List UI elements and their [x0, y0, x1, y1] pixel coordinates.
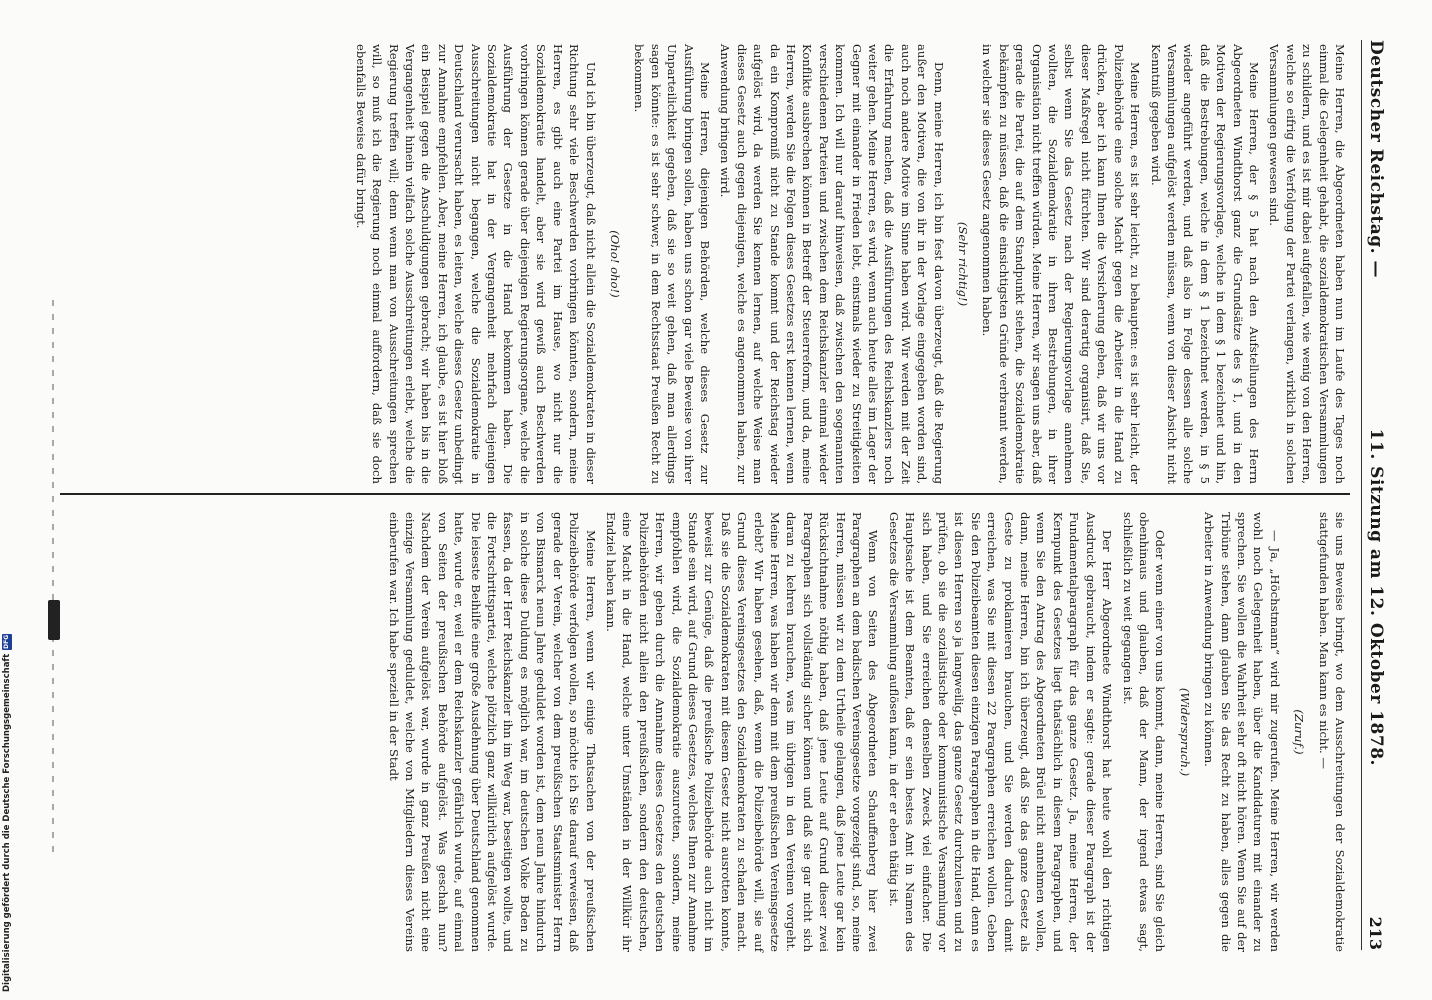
text-column-right	[381, 512, 1348, 952]
body-paragraph: Meine Herren, wenn wir einige Thatsachen von der preußischen Polizeibehörde verfolgen wollen, so möchte ich Sie darauf verweisen, daß gerade der Verein, welcher von dem preußischen Staatsminister Herrn von Bismarck neun Jahre geduldet worden ist, dem neun Jahre hindurch in solche diese Duldung es möglich war, im deutschen Volke Boden zu fassen, da der Herr Reichskanzler ihn im Weg war, beseitigen wollte, und die Fortschrittspartei, welche plötzlich ganz willkürlich aufgelöst wurde. Die leiseste Beihilfe eine große Ausdehnung über Deutschland genommen hatte, wurde er, weil er dem Reichskanzler gefährlich wurde, auf einmal von Seiten der preußischen Behörde aufgelöst. Was geschah nun? Nachdem der Verein aufgelöst war, wurde in ganz Preußen nicht eine einzige Versammlung geduldet, welche von Mitgliedern dieses Vereins einberufen war. Ich habe speziell in der Stadt	[386, 512, 598, 952]
running-head-left: Deutscher Reichstag. —	[1366, 40, 1386, 279]
scan-edge-artifact	[52, 300, 54, 860]
body-paragraph: Meine Herren, es ist sehr leicht, zu behaupten: es ist sehr leicht, der Polizeibehörde eine solche Macht gegen die Arbeiter in die Hand zu drücken, aber ich kann Ihnen die Versicherung geben, daß wir uns vor dieser Maßregel nicht fürchten. Wir sind derartig organisirt, daß Sie, selbst wenn Sie das Gesetz nach der Regierungsvorlage annehmen wollten, die Sozialdemokratie in ihren Bestrebungen, in ihrer Organisation nicht treffen würden. Meine Herren, wir sagen uns aber, daß gerade die Partei, die auf dem Standpunkt stehen, die Sozialdemokratie bekämpfen zu müssen, daß die einsichtigsten Gründe verbrannt werden, in welcher sie dieses Gesetz angenommen haben.	[980, 44, 1143, 484]
body-paragraph: Der Herr Abgeordnete Windthorst hat heute wohl den richtigen Ausdruck gebraucht, indem er sagte: gerade dieser Paragraph ist der Fundamentalparagraph für das ganze Gesetz. Ja, meine Herren, der Kernpunkt des Gesetzes liegt thatsächlich in diesem Paragraphen, und wenn Sie den Antrag des Abgeordneten Brüel nicht annehmen wollen, dann, meine Herren, bin ich überzeugt, daß Sie das ganze Gesetz als Geste zu proklamieren brauchen, und Sie werden dadurch damit erreichen, was Sie mit diesen 22 Paragraphen erreichen wollen. Geben Sie den Polizeibeamten diesen einzigen Paragraphen in die Hand, denn es ist diesen Herren so ja langweilig, das ganze Gesetz durchzulesen und zu prüfen, ob sie die sozialistische oder kommunistische Versammlung vor sich haben, und Sie erreichen denselben Zweck viel einfacher. Die Hauptsache ist dem Beamten, daß er sein bestes Amt in Namen des Gesetzes die Versammlung auflösen kann, in der er eben thätig ist.	[886, 512, 1115, 952]
body-paragraph: Meine Herren, diejenigen Behörden, welche dieses Gesetz zur Ausführung bringen sollen, haben uns schon gar viele Beweise von ihrer Unparteilichkeit gegeben, daß sie so weit gehen, daß man allerdings sagen könnte: es ist sehr schwer, in dem Rechtsstaat Preußen Recht zu bekommen.	[632, 44, 712, 484]
body-paragraph: — Ja, „Höchstmann“ wird mir zugerufen. Meine Herren, wir werden wohl noch Gelegenheit haben, über die Kandidaturen mit einander zu sprechen. Sie wollen die Wahrheit sehr oft nicht hören. Wenn Sie auf der Tribüne stehen, dann glauben Sie das Recht zu haben, alles gegen die Arbeiter in Anwendung bringen zu können.	[1202, 512, 1282, 952]
text-column-left	[348, 44, 1348, 484]
scan-mark	[48, 600, 60, 640]
body-paragraph: Oder wenn einer von uns kommt, dann, meine Herren, sind Sie gleich obenhinaus und glauben, daß der Mann, der irgend etwas sagt, schließlich zu weit gegangen ist.	[1120, 512, 1168, 952]
body-paragraph: Meine Herren, der § 5 hat nach den Aufstellungen des Herrn Abgeordneten Windthorst ganz die Grundsätze des § 1, und in den Motiven der Regierungsvorlage, welche in dem § 1 bezeichnet und hin, daß die Bestrebungen, welche in dem § 1 bezeichnet werden, in § 5 wieder angeführt werden, und daß also in Folge dessen alle solche Versammlungen aufgelöst werden müssen, wenn von dieser Absicht nicht Kenntniß gegeben wird.	[1148, 44, 1261, 484]
credit-text: Digitalisierung gefördert durch die Deutsche Forschungsgemeinschaft	[2, 653, 12, 992]
body-paragraph: Denn, meine Herren, ich bin fest davon überzeugt, daß die Regierung außer den Motiven, die von ihr in der Vorlage eingegeben worden sind, auch noch andere Motive im Sinne haben wird. Wir werden mit der Zeit die Erfahrung machen, daß die Ausführungen des Reichskanzlers noch weiter gehen. Meine Herren, es wird, wenn auch heute alles im Lager der Gegner mit einander in Frieden lebt, einstmals wieder zu Streitigkeiten kommen. Ich will nur darauf hinweisen, daß zwischen den sogenannten verschiedenen Parteien und zwischen dem Reichskanzler einmal wieder Konflikte ausbrechen können in Betreff der Steuerreform, und da, meine Herren, werden Sie die Folgen dieses Gesetzes erst kennen lernen, wenn da ein Kompromiß nicht zu Stande kommt und der Reichstag wieder aufgelöst wird, da werden Sie kennen lernen, auf welche Weise man dieses Gesetz auch gegen diejenigen, welche es angenommen haben, zur Anwendung bringen wird.	[718, 44, 946, 484]
stage-direction: (Sehr richtig!)	[956, 221, 971, 307]
dfg-logo: DFG	[3, 634, 10, 649]
body-paragraph: Und ich bin überzeugt, daß nicht allein die Sozialdemokraten in dieser Richtung sehr viele Beschwerden vorbringen könnten, sondern, meine Herren, es gibt auch eine Partei im Hause, wo nicht nur die Sozialdemokratie handelt, aber sie wird gewiß auch Beschwerden vorbringen können gerade über diejenigen Regierungsorgane, welche die Ausführung der Gesetze in die Hand bekommen haben. Die Sozialdemokratie hat in der Vergangenheit mehrfach diejenigen Ausschreitungen nicht begangen, welche die Sozialdemokratie in Deutschland verursacht haben, es leiten, welche dieses Gesetz unbedingt zur Annahme empfehlen. Aber, meine Herren, ich glaube, es ist hier bloß ein Beispiel gegen die Anschuldigungen gebracht; wir haben bis in die Vergangenheit hinein vielfach solche Ausschreitungen erlebt, welche die Regierung treffen will; denn wenn man von Ausschreitungen sprechen will, so muß ich die Regierung noch einmal auffordern, daß sie doch ebenfalls Beweise dafür bringt.	[353, 44, 598, 484]
column-divider	[60, 493, 1350, 495]
running-head-session: 11. Sitzung am 12. Oktober 1878.	[1366, 428, 1386, 766]
body-paragraph: sie uns Beweise bringt, wo dem Ausschreitungen der Sozialdemokratie stattgefunden haben. Man kann es nicht. —	[1316, 512, 1347, 952]
body-paragraph: Meine Herren, die Abgeordneten haben nun im Laufe des Tages noch einmal die Gelegenheit gehabt, die sozialdemokratischen Versammlungen zu schildern, und es ist mir dabei aufgefallen, wie wenig von den Herren, welche so eifrig die Verfolgung der Partei verlangen, wirklich in solchen Versammlungen gewesen sind.	[1267, 44, 1347, 484]
stage-direction: (Oho! oho!)	[607, 230, 622, 298]
digitization-credit	[2, 634, 12, 992]
page-header	[1361, 40, 1402, 950]
stage-direction: (Zuruf.)	[1292, 709, 1307, 755]
body-paragraph: Wenn von Seiten des Abgeordneten Schauffenberg hier zwei Paragraphen an dem badischen Vereinsgesetze vorgezeigt sind, so, meine Herren, müssen wir zu dem Urtheile gelangen, daß jene Leute gar kein Rücksichtnahme nöthig haben, daß jene Leute auf Grund dieser zwei Paragraphen sich vollständig sicher können und daß sie gar nicht sich daran zu kehren brauchen, was im übrigen in den Vereinen vorgeht. Meine Herren, was haben wir denn mit dem preußischen Vereinsgesetze erlebt? Wir haben gesehen, daß, wenn die Polizeibehörde will, sie auf Grund dieses Vereinsgesetzes den Sozialdemokraten zu schaden macht. Daß sie die Sozialdemokraten mit diesem Gesetz nicht ausrotten konnte, beweist zur Genüge, daß die preußische Polizeibehörde auch nicht im Stande sein wird, auf Grund dieses Gesetzes, welches Ihnen zur Annahme empfohlen wird, die Sozialdemokratie auszurotten, sondern, meine Herren, wir geben durch die Annahme dieses Gesetzes den deutschen Polizeibehörden nicht allein den preußischen, sondern den deutschen, eine Macht in die Hand, welche unter Umständen in der Willkür ihr Endziel haben kann.	[603, 512, 881, 952]
page-number: 213	[1366, 916, 1385, 950]
stage-direction: (Widerspruch.)	[1177, 687, 1192, 777]
